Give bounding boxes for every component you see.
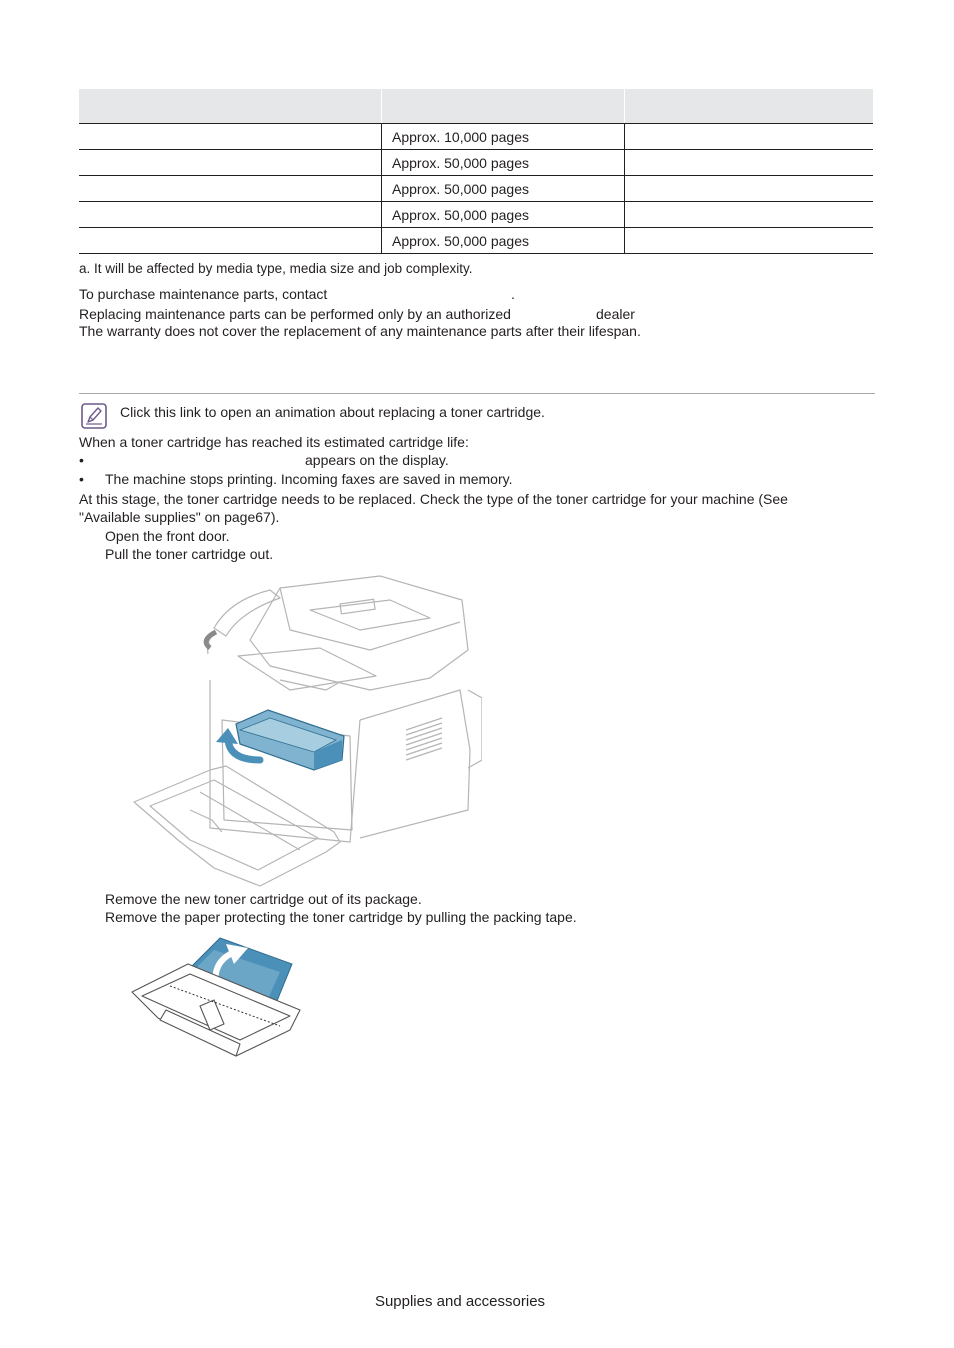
bullet-text: The machine stops printing. Incoming faxes are saved in memory. xyxy=(105,471,513,487)
table-cell xyxy=(625,124,874,150)
purchase-text: To purchase maintenance parts, contact xyxy=(79,286,328,302)
table-cell xyxy=(625,176,874,202)
bullet-marker: • xyxy=(79,471,84,487)
step-pull-toner: Pull the toner cartridge out. xyxy=(105,546,274,562)
table-cell xyxy=(79,150,382,176)
table-cell xyxy=(79,202,382,228)
section-divider xyxy=(79,393,875,394)
table-cell: Approx. 50,000 pages xyxy=(382,228,625,254)
intro-text: When a toner cartridge has reached its estimated cartridge life: xyxy=(79,434,469,450)
table-cell xyxy=(625,150,874,176)
table-cell: Approx. 10,000 pages xyxy=(382,124,625,150)
table-header-cell xyxy=(79,89,382,124)
step-open-door: Open the front door. xyxy=(105,528,230,544)
printer-illustration xyxy=(130,570,482,888)
stage-text-line1: At this stage, the toner cartridge needs to be replaced. Check the type of the toner cartridge for your machine (See xyxy=(79,491,788,507)
table-header-cell xyxy=(625,89,874,124)
table-cell xyxy=(79,228,382,254)
toner-packing-illustration xyxy=(130,934,302,1060)
table-header-cell xyxy=(382,89,625,124)
table-cell: Approx. 50,000 pages xyxy=(382,202,625,228)
table-cell: Approx. 50,000 pages xyxy=(382,176,625,202)
table-row xyxy=(79,124,873,150)
table-row xyxy=(79,176,873,202)
note-pencil-icon xyxy=(81,403,107,429)
table-header-row xyxy=(79,89,873,124)
step-remove-paper: Remove the paper protecting the toner cartridge by pulling the packing tape. xyxy=(105,909,577,925)
page-footer: Supplies and accessories xyxy=(374,1293,546,1310)
table-footnote: a. It will be affected by media type, media size and job complexity. xyxy=(79,261,473,276)
replacing-text-end: dealer xyxy=(596,306,635,322)
table-row xyxy=(79,150,873,176)
step-remove-new-toner: Remove the new toner cartridge out of its package. xyxy=(105,891,422,907)
table-cell xyxy=(79,124,382,150)
bullet-text: appears on the display. xyxy=(305,452,449,468)
maintenance-parts-table xyxy=(79,89,873,254)
table-cell xyxy=(79,176,382,202)
replacing-text: Replacing maintenance parts can be performed only by an authorized xyxy=(79,306,511,322)
bullet-marker: • xyxy=(79,452,84,468)
table-cell: Approx. 50,000 pages xyxy=(382,150,625,176)
purchase-text-end: . xyxy=(511,286,515,302)
animation-link[interactable]: Click this link to open an animation about replacing a toner cartridge. xyxy=(120,404,545,420)
table-row xyxy=(79,202,873,228)
table-cell xyxy=(625,228,874,254)
table-row xyxy=(79,228,873,254)
warranty-text: The warranty does not cover the replacement of any maintenance parts after their lifespan. xyxy=(79,323,641,339)
stage-text-line2[interactable]: "Available supplies" on page67). xyxy=(79,509,280,525)
table-cell xyxy=(625,202,874,228)
